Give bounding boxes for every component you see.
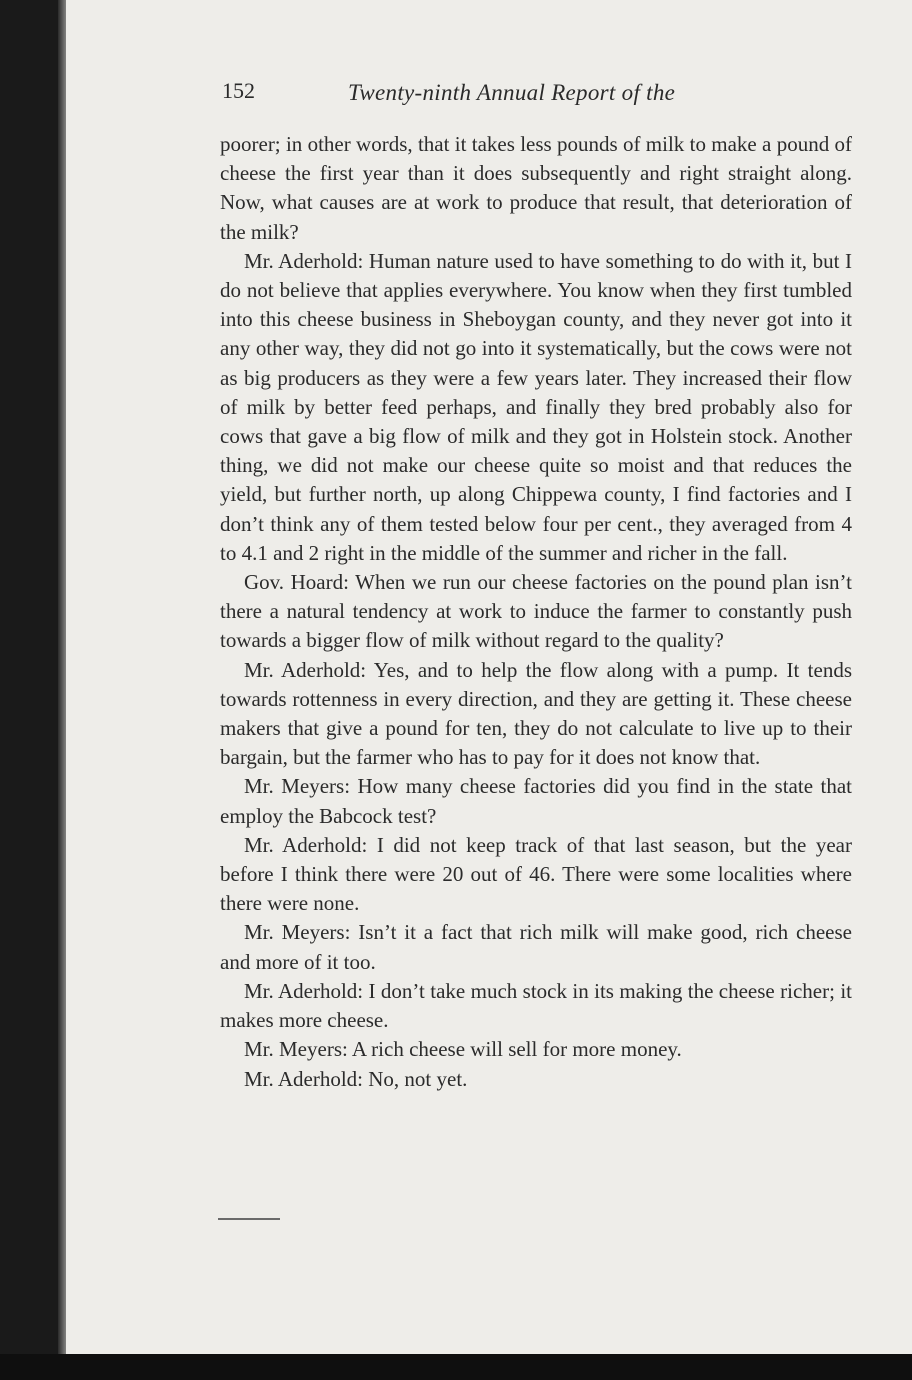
paragraph: poorer; in other words, that it takes less pounds of milk to make a pound of cheese the first year than it does subsequently and right straight along. Now, what causes are at work to produce that result, that deterioration of the milk? — [220, 132, 852, 244]
body-text — [220, 130, 852, 1094]
paragraph: Mr. Aderhold: Yes, and to help the flow along with a pump. It tends towards rottenness in every direction, and they are getting it. These cheese makers that give a pound for ten, they do not calculate to live up to their bargain, but the farmer who has to pay for it does not know that. — [220, 657, 852, 770]
paragraph: Mr. Aderhold: I did not keep track of that last season, but the year before I think there were 20 out of 46. There were some localities where there were none. — [220, 832, 852, 916]
paragraph: Mr. Meyers: How many cheese factories did you find in the state that employ the Babcock test? — [220, 774, 852, 828]
scan-bottom-edge — [0, 1354, 912, 1380]
paragraph: Mr. Meyers: Isn’t it a fact that rich milk will make good, rich cheese and more of it too. — [220, 920, 852, 974]
running-title: Twenty-ninth Annual Report of the — [348, 80, 676, 105]
footer-rule — [218, 1218, 280, 1220]
page-header — [222, 78, 842, 114]
page-number: 152 — [222, 78, 255, 103]
paragraph: Mr. Aderhold: Human nature used to have something to do with it, but I do not believe that applies everywhere. You know when they first tumbled into this cheese business in Sheboygan county, and they never got into it any other way, they did not go into it systematically, but the cows were not as big producers as they were a few years later. They increased their flow of milk by better feed perhaps, and finally they bred probably also for cows that gave a big flow of milk and they got in Holstein stock. Another thing, we did not make our cheese quite so moist and that reduces the yield, but further north, up along Chippewa county, I find factories and I don’t think any of them tested below four per cent., they averaged from 4 to 4.1 and 2 right in the middle of the summer and richer in the fall. — [220, 248, 852, 565]
paragraph: Mr. Aderhold: No, not yet. — [244, 1066, 468, 1091]
paragraph: Gov. Hoard: When we run our cheese factories on the pound plan isn’t there a natural tendency at work to induce the farmer to constantly push towards a bigger flow of milk without regard to the quality? — [220, 570, 852, 653]
paragraph: Mr. Aderhold: I don’t take much stock in its making the cheese richer; it makes more cheese. — [220, 978, 852, 1033]
paragraph: Mr. Meyers: A rich cheese will sell for more money. — [244, 1037, 682, 1062]
